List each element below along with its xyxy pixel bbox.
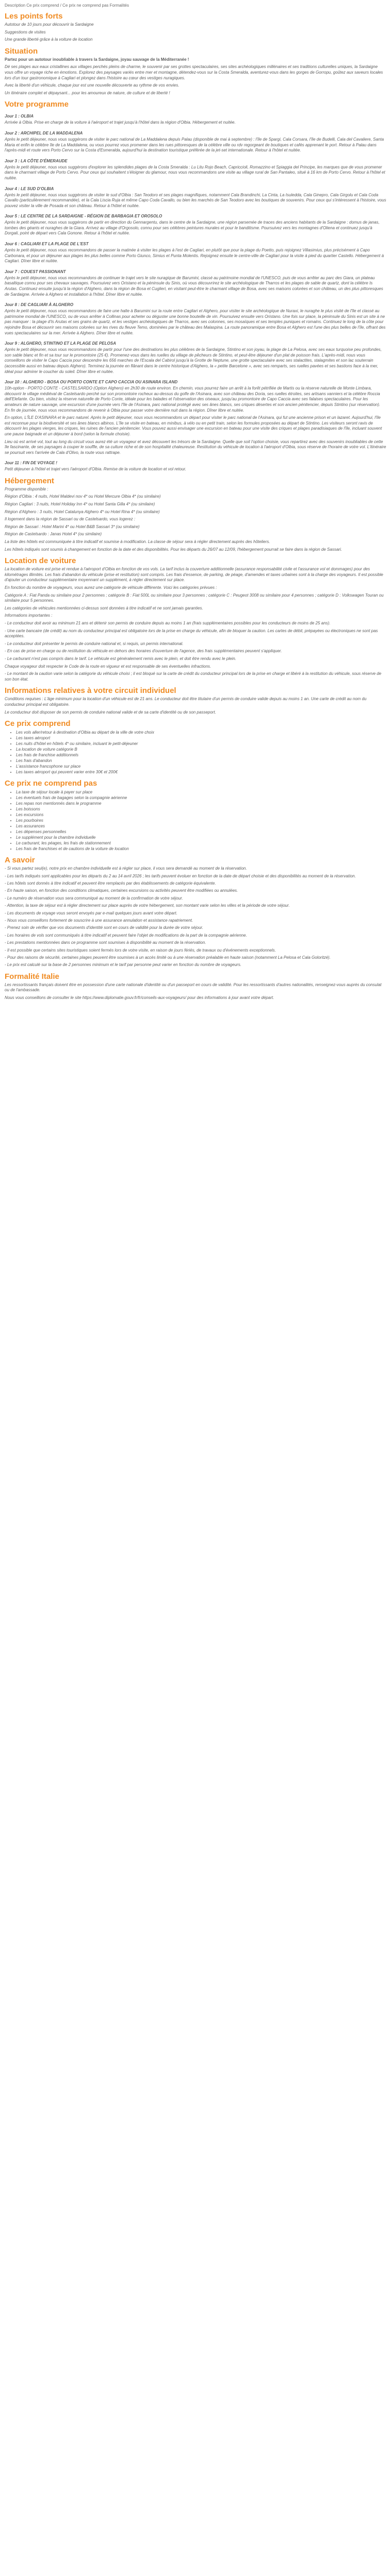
a-savoir-paragraph: - Il est possible que certains sites touristiques soient fermés lors de votre visite, en raison de jours fériés, de travaux ou d'événements exceptionnels. (5, 947, 276, 953)
hebergement-line: Région d'Alghero : 3 nuits, Hotel Catalunya Alghero 4* ou Hotel Rina 4* (ou similaire) (5, 509, 160, 514)
a-savoir-paragraph: - Pour des raisons de sécurité, certaines plages peuvent être soumises à un accès limité ou à une réservation préalable en haute saison (notamment La Pelosa et Cala Goloritzé). (5, 955, 331, 960)
day-text: Après le petit déjeuner, nous vous suggérons de visiter le sud d'Olbia : San Teodoro et ses plages magnifiques, notamment Cala Brandinchi, La Cinta, La Isuledda, Cala Ginepro, Cala Girgolu et Cala Coda Cavallo (particulièrement recommandée), et la Cala Liscia Ruja et même Capo Coda Cavallo, ou bien les marchés de San Teodoro avec les boutiques de souvenirs. Pour ceux qui s'intéressent à l'histoire, vous pouvez visiter la ville de Posada et son château. Retour à l'hôtel et nuitée. (5, 192, 386, 208)
day-text: En option, L'ÎLE D'ASINARA et le parc naturel. Après le petit déjeuner, nous vous recommandons un départ pour visiter le parc national de l'Asinara, qui fut une ancienne prison et un lazaret. Aujourd'hui, l'île est reconnue pour la biodiversité et ses ânes blancs albinos. L'île se visite en bateau, en minibus, à vélo ou en petit train, selon les formules proposées au départ de Stintino. Les visiteurs seront ravis de découvrir les plages vierges, les criques, les ruines de l'ancien pénitencier. Vous pouvez aussi envisager une excursion en bateau pour une visite des criques et plages paradisiaques de l'île, incluant souvent une pause baignade et un déjeuner à bord (selon la formule choisie). (5, 415, 382, 436)
hebergement-line: La liste des hôtels est communiquée à titre indicatif et soumise à modification. La classe de séjour sera à régler directement auprès des hôteliers. (5, 539, 270, 545)
location-paragraph: La location de voiture est prise et rendue à l'aéroport d'Olbia en fonction de vos vols. La tarif inclus la couverture additionnelle (assurance responsabilité civile et l'assurance vol et dommages) pour des kilométrages illimités. Les frais d'abandon du véhicule (prise et restitution) sont compris. Les frais d'essence, de parking, de péage, d'amendes et taxes urbaines sont à la charge des voyageurs. Il est possible d'ajouter un conducteur supplémentaire moyennant un supplément, à régler directement sur place. (5, 567, 383, 583)
hebergement-line: Les hôtels indiqués sont soumis à changement en fonction de la date et des disponibilités. Pour les départs du 26/07 au 12/09, l'hébergement pourrait se faire dans la région de Sassari. (5, 547, 342, 552)
hebergement-line: Il logement dans la région de Sassari ou de Castelsardo, vous logerez : (5, 517, 136, 522)
situation-title: Situation (5, 46, 38, 56)
a-savoir-paragraph: - Les documents de voyage vous seront envoyés par e-mail quelques jours avant votre départ. (5, 910, 177, 916)
list-item: • La taxe de séjour locale à payer sur place (16, 789, 386, 795)
points-forts-item: Suggestions de visites (5, 29, 46, 35)
formalite-paragraph: Nous vous conseillons de consulter le site https://www.diplomatie.gouv.fr/fr/conseils-aux-voyageurs/ pour des informations à jour avant votre départ. (5, 995, 274, 1000)
situation-paragraph: Dé ses plages aux eaux cristallines aux villages perchés pleins de charme, le souvenir par ses grottes spectaculaires, ses sites archéologiques millénaires et ses traditions culturelles uniques, la Sardaigne vous offre un voyage riche en émotions. Explorez des paysages variés entre mer et montagne, détendez-vous sur la Costa Smeralda, aventurez-vous dans les gorges de Gorropu, goûtez aux saveurs locales lors d'un tour gastronomique à Cagliari et plongez dans l'histoire au cœur des vestiges nuragiques. (5, 64, 383, 80)
day-title: Jour 8 : DE CAGLIARI À ALGHERO (5, 302, 74, 308)
location-paragraph: - Le conducteur doit avoir au minimum 21 ans et détenir son permis de conduire depuis au moins 1 an (frais supplémentaires possibles pour les conducteurs de moins de 25 ans). (5, 620, 331, 625)
location-paragraph: Chaque voyageur doit respecter le Code de la route en vigueur et est responsable de ses éventuelles infractions. (5, 664, 211, 669)
list-item: • Les vols aller/retour à destination d'Olbia au départ de la ville de votre choix (16, 730, 386, 735)
a-savoir-paragraph: - Les prestations mentionnées dans ce programme sont soumises à disponibilité au moment de la réservation. (5, 940, 206, 945)
list-item: • Les frais de franchises et de cautions de la voiture de location (16, 846, 386, 852)
list-item: • Les nuits d'hôtel en hôtels 4* ou similaire, incluant le petit-déjeuner (16, 741, 386, 747)
day-title: Jour 4 : LE SUD D'OLBIA (5, 186, 54, 191)
list-item: • Les boissons (16, 806, 386, 812)
infos-paragraph: Conditions requises : L'âge minimum pour la location d'un véhicule est de 21 ans. Le conducteur doit être titulaire d'un permis de conduire valide depuis au moins 1 an. Une carte de crédit au nom du conducteur principal est obligatoire. (5, 697, 367, 707)
day-text: Après le petit déjeuner, nous vous suggérons de partir en direction du Gennargentu, dans le centre de la Sardaigne, une région parsemée de traces des anciens habitants de la Sardaigne : domus de janas, tombes des géants et nuraghes de la Giara. Arrivez au village d'Orgosolo, connu pour ses célèbres peintures murales et pour le banditisme. Poursuivez vers les montagnes d'Oliena et continuez jusqu'à Dorgali, point de départ vers Cala Gonone. Retour à l'hôtel et nuitée. (5, 220, 380, 236)
day-text: Après le petit déjeuner, nous vous recommandons de passer la matinée à visiter les plages à l'est de Cagliari, en plutôt que pour la plage du Poetto, puis rejoignez Villasimius, plus précisément à Capo Carbonara, et pour un déjeuner aux plages les plus belles comme Porto Giunco, Simius et Punta Molentis. Rejoignez ensuite le centre-ville de Cagliari pour la visite à pied du quartier Castello. Hébergement à Cagliari. Dîner libre et nuitée. (5, 248, 384, 264)
points-forts-item: Une grande liberté grâce à la voiture de location (5, 37, 93, 42)
day-text: Après le petit déjeuner, nous vous recommandons de faire une halte à Barumini sur la route entre Cagliari et Alghero, pour visiter le site archéologique de Nuraxi, le nuraghe le plus visité de l'île et classé au patrimoine mondial de l'UNESCO, ou de vous arrêter à Collinas pour acheter ou déguster une bonne bouteille de vin. Poursuivez ensuite vers Oristano. Une fois sur place, la péninsule du Sinis est un site à ne pas manquer : la plage d'Is Arutas et ses grains de quartz, et les vestiges archéologiques de Tharros, avec ses colonnes, ses mosaïques et ses temples puniques et romains. Continuez le long de la côte pour rejoindre Bosa et découvrir ses maisons colorées sur les rives du fleuve Temo, dominées par le château des Malaspina. La route panoramique entre Bosa et Alghero est l'une des plus belles de l'île, offrant des vues spectaculaires sur la mer. Arrivée à Alghero. Dîner libre et nuitée. (5, 309, 386, 335)
list-item: • Les excursions (16, 812, 386, 818)
a-savoir-paragraph: - Nous vous conseillons fortement de souscrire à une assurance annulation et assistance rapatriement. (5, 918, 193, 923)
day-title: Jour 3 : LA CÔTE D'ÉMERAUDE (5, 158, 68, 163)
list-item: • Les pourboires (16, 818, 386, 823)
location-paragraph: Catégorie A : Fiat Panda ou similaire pour 2 personnes ; catégorie B : Fiat 500L ou similaire pour 3 personnes ; catégorie C : Peugeot 3008 ou similaire pour 4 personnes ; catégorie D : Volkswagen Touran ou similaire pour 5 personnes. (5, 592, 384, 603)
location-paragraph: - Le conducteur doit présenter le permis de conduire national et, si requis, un permis international. (5, 641, 184, 646)
list-item: • Le supplément pour la chambre individuelle (16, 835, 386, 840)
location-paragraph: - En cas de prise en charge ou de restitution du véhicule en dehors des horaires d'ouverture de l'agence, des frais supplémentaires peuvent s'appliquer. (5, 649, 282, 654)
day-title: Jour 9 : ALGHERO, STINTINO ET LA PLAGE DE PELOSA (5, 341, 116, 346)
list-item: • Les dépenses personnelles (16, 829, 386, 835)
day-title: Jour 6 : CAGLIARI ET LA PLAGE DE L'EST (5, 242, 89, 247)
infos-paragraph: Le conducteur doit disposer de son permis de conduire national valide et de sa carte d'identité ou de son passeport. (5, 709, 216, 715)
infos-title: Informations relatives à votre circuit individuel (5, 686, 176, 696)
day-text: 10h-option - PORTO CONTE - CASTELSARDO (Option Alghero) en 2h30 de route environ. En chemin, vous pourrez faire un arrêt à la forêt pétrifiée de Martis ou la réserve naturelle de Monte Limbara, découvrir le village médiéval de Castelsardo perché sur son promontoire rocheux au-dessus du golfe de l'Asinara, avec son château des Doria, ses ruelles étroites, ses artisans vanniers et la célèbre Roccia dell'Elefante. Ou bien, visitez la réserve naturelle de Porto Conte, idéale pour les balades et l'observation des oiseaux, jusqu'au promontoire de Capo Caccia avec ses falaises spectaculaires. Pour les amateurs de nature sauvage, une excursion d'une journée vers l'île de l'Asinara, parc national protégé avec ses ânes blancs, ses criques désertes et son ancien pénitencier, depuis Stintino (sur réservation). En fin de journée, nous vous recommandons de revenir à Olbia pour passer votre dernière nuit dans la région. Dîner libre et nuitée. (5, 386, 381, 413)
situation-paragraph: Avec la liberté d'un véhicule, chaque jour est une nouvelle découverte au rythme de vos envies. (5, 83, 180, 88)
list-item: • Les repas non mentionnés dans le programme (16, 801, 386, 806)
a-savoir-paragraph: - Les tarifs indiqués sont applicables pour les départs du 2 au 14 avril 2026 ; les tarifs peuvent évoluer en fonction de la date de départ choisie et des disponibilités au moment de la réservation. (5, 873, 356, 878)
hebergement-line: Région de Sassari : Hotel Marini 4* ou Hotel B&B Sassari 3* (ou similaire) (5, 524, 140, 529)
day-title: Jour 11 : FIN DE VOYAGE ! (5, 461, 57, 466)
formalite-paragraph: Les ressortissants français doivent être en possession d'une carte nationale d'identité ou d'un passeport en cours de validité. Pour les ressortissants d'autres nationalités, renseignez-vous auprès du consulat ou de l'ambassade. (5, 982, 382, 993)
hebergement-intro: Programme disponible : (5, 486, 48, 492)
day-text: Après le petit déjeuner, nous vous recommandons de continuer le trajet vers le site nuragique de Barumini, classé au patrimoine mondial de l'UNESCO, puis de vous arrêter au parc des Giara, un plateau basaltique connu pour ses chevaux sauvages. Poursuivez vers Oristano et la péninsule du Sinis, où vous découvrirez le site archéologique de Tharros et les plages de sable de quartz, dont la célèbre Is Arutas. Continuez ensuite jusqu'à la région d'Alghero, dans la région de Bosa et Cuglieri, en visitant peut-être le charmant village de Bosa, avec ses maisons colorées et son château, un des plus pittoresques de Sardaigne. Arrivée à Alghero et installation à l'hôtel. Dîner libre et nuitée. (5, 275, 383, 297)
day-title: Jour 10 : ALGHERO - BOSA OU PORTO CONTE ET CAPO CACCIA OU ASINARA ISLAND (5, 380, 178, 385)
location-title: Location de voiture (5, 556, 76, 566)
a-savoir-paragraph: - Les horaires de vols sont communiqués à titre indicatif et peuvent faire l'objet de modifications de la part de la compagnie aérienne. (5, 933, 247, 938)
comprend-title: Ce prix comprend (5, 719, 71, 728)
list-item: • L'assistance francophone sur place (16, 764, 386, 769)
day-title: Jour 1 : OLBIA (5, 114, 34, 119)
points-forts-title: Les points forts (5, 12, 63, 21)
points-forts-item: Autotour de 10 jours pour découvrir la Sardaigne (5, 22, 94, 27)
location-paragraph: - Le carburant n'est pas compris dans le tarif. Le véhicule est généralement remis avec le plein, et doit être rendu avec le plein. (5, 656, 236, 661)
day-text: Après le petit déjeuner, nous vous suggérons d'explorer les splendides plages de la Costa Smeralda : Lu Litu Rojo Beach, Capriccioli, Romazzino et Spiaggia del Principe, les marques que de vous promener dans le charmant village de Porto Cervo. Pour ceux qui souhaitent s'éloigner du glamour, nous vous recommandons une visite au village rural de San Pantaleo, situé à 16 km de Porto Cervo. Retour à l'hôtel et nuitée. (5, 164, 385, 180)
ne-comprend-pas-list (5, 789, 386, 852)
day-text: Petit déjeuner à l'hôtel et trajet vers l'aéroport d'Olbia. Remise de la voiture de location et vol retour. (5, 467, 187, 472)
a-savoir-paragraph: - Attention, la taxe de séjour est à régler directement sur place auprès de votre hébergement, son montant varie selon les villes et la période de votre séjour. (5, 903, 290, 908)
list-item: • Les frais de franchise additionnels (16, 752, 386, 758)
a-savoir-paragraph: - En haute saison, en fonction des conditions climatiques, certaines excursions ou activités peuvent être modifiées ou annulées. (5, 888, 238, 893)
list-item: • Les taxes aéroport qui peuvent varier entre 30€ et 200€ (16, 769, 386, 775)
hebergement-line: Région d'Olbia : 4 nuits, Hotel Maldevi nov 4* ou Hotel Mercure Olbia 4* (ou similaire) (5, 494, 161, 499)
day-text: Arrivée à Olbia. Prise en charge de la voiture à l'aéroport et trajet jusqu'à l'hôtel dans la région d'Olbia. Hébergement et nuitée. (5, 120, 236, 125)
a-savoir-paragraph: - Si vous partez seul(e), notre prix en chambre individuelle est à régler sur place, il vous sera demandé au moment de la réservation. (5, 866, 247, 871)
location-paragraph: - Une carte bancaire (de crédit) au nom du conducteur principal est obligatoire lors de la prise en charge du véhicule, afin de bloquer la caution. Les cartes de débit, prépayées ou électroniques ne sont pas acceptées. (5, 628, 378, 639)
day-title: Jour 2 : ARCHIPEL DE LA MADDALENA (5, 130, 83, 135)
programme-title: Votre programme (5, 100, 69, 109)
a-savoir-title: A savoir (5, 856, 35, 865)
day-title: Jour 5 : LE CENTRE DE LA SARDAIGNE - RÉGION DE BARBAGIA ET OROSOLO (5, 214, 162, 219)
day-text: Lieu où est arrivé vol, tout au long du circuit vous aurez été un voyageur et avez découvert les trésors de la Sardaigne. Quelle que soit l'option choisie, vous repartirez avec des souvenirs inoubliables de cette île fascinante, de ses paysages à couper le souffle, de sa culture riche et de son hospitalité chaleureuse. Restitution du véhicule de location à l'aéroport d'Olbia, sous réserve de l'horaire de votre vol. L'itinéraire se poursuit vers l'arrivée de Cala d'Olivo, la route vous rattrape. (5, 439, 386, 455)
a-savoir-paragraph: - Le numéro de réservation vous sera communiqué au moment de la confirmation de votre séjour. (5, 895, 183, 901)
comprend-list (5, 730, 386, 775)
location-paragraph: - Le montant de la caution varie selon la catégorie du véhicule choisi ; il est bloqué sur la carte de crédit du conducteur principal lors de la prise en charge et libéré à la restitution du véhicule, sous réserve de son bon état. (5, 671, 382, 682)
location-paragraph: Informations importantes : (5, 613, 53, 618)
location-paragraph: Les catégories de véhicules mentionnées ci-dessus sont données à titre indicatif et ne sont jamais garanties. (5, 605, 203, 611)
list-item: • Les frais d'abandon (16, 758, 386, 764)
a-savoir-paragraph: - Le prix est calculé sur la base de 2 personnes minimum et le tarif par personne peut varier en fonction du nombre de voyageurs. (5, 962, 241, 968)
hebergement-line: Région de Castelsardo : Janas Hotel 4* (ou similaire) (5, 532, 102, 537)
a-savoir-content (5, 866, 386, 968)
list-item: • Le carburant, les péages, les frais de stationnement (16, 840, 386, 846)
hebergement-title: Hébergement (5, 476, 54, 485)
a-savoir-paragraph: - Les hôtels sont donnés à titre indicatif et peuvent être remplacés par des établissements de catégorie équivalente. (5, 880, 216, 886)
list-item: • Les assurances (16, 823, 386, 829)
formalite-title: Formalité Italie (5, 972, 59, 981)
day-text: Après le petit déjeuner, nous vous recommandons de partir pour l'une des destinations les plus célèbres de la Sardaigne, Stintino et son joyau, la plage de La Pelosa, avec ses eaux turquoise peu profondes, son sable blanc et fin et sa tour sur le promontoire (25 €). Promenez-vous dans les ruelles du village de pêcheurs de Stintino, et peut-être déjeuner d'un plat de poisson frais. L'après-midi, nous vous conseillons de visiter le Capo Caccia pour descendre les 656 marches de l'Escala del Cabirol jusqu'à la Grotte de Neptune, une grotte spectaculaire avec ses stalactites, stalagmites et son lac souterrain (accessible aussi en bateau depuis Alghero). Terminez la journée en flânant dans le centre historique d'Alghero, la « petite Barcelone », avec ses remparts, ses ruelles pavées et ses bastions face à la mer, idéal pour admirer le coucher du soleil. Dîner libre et nuitée. (5, 347, 382, 374)
list-item: • La location de voiture catégorie B (16, 747, 386, 752)
day-title: Jour 7 : COUEST PASSIONANT (5, 269, 66, 274)
situation-intro: Partez pour un autotour inoubliable à travers la Sardaigne, joyau sauvage de la Méditerranée ! (5, 57, 189, 62)
day-text: Après le petit déjeuner, nous vous suggérons de visiter le parc national de La Maddalena depuis Palau (disponible de mai à septembre) : l'île de Spargi, Cala Corsara, l'île de Budelli, Cala del Cavaliere, Santa Maria et enfin le célèbre île de La Maddalena, ou vous pourrez vous promener dans les rues pittoresques de la célèbre ville ou rdv regorgeant de boutiques et cafés apprenant le port. Retour à Palau dans l'après-midi et route vers Porto Cervo sur la Costa d'Esmeralda, aujourd'hui la destination touristique préférée de la jet-set internationale. Retour à l'hôtel et nuitée. (5, 137, 384, 153)
location-paragraph: En fonction du nombre de voyageurs, vous aurez une catégorie de véhicule différente. Voici les catégories prévues : (5, 585, 217, 590)
a-savoir-paragraph: - Prenez soin de vérifier que vos documents d'identité sont en cours de validité pour la durée de votre séjour. (5, 925, 204, 930)
situation-paragraph: Un itinéraire complet et dépaysant... pour les amoureux de nature, de culture et de liberté ! (5, 90, 170, 95)
ne-comprend-pas-title: Ce prix ne comprend pas (5, 779, 97, 788)
list-item: • Les éventuels frais de bagages selon la compagnie aérienne (16, 795, 386, 801)
hebergement-line: Région Cagliari : 3 nuits, Hotel Holiday Inn 4* ou Hotel Santa Gilla 4* (ou similaire) (5, 502, 155, 507)
description-header: Description Ce prix comprend / Ce prix ne comprend pas Formalités (5, 3, 129, 8)
list-item: • Les taxes aéroport (16, 735, 386, 741)
